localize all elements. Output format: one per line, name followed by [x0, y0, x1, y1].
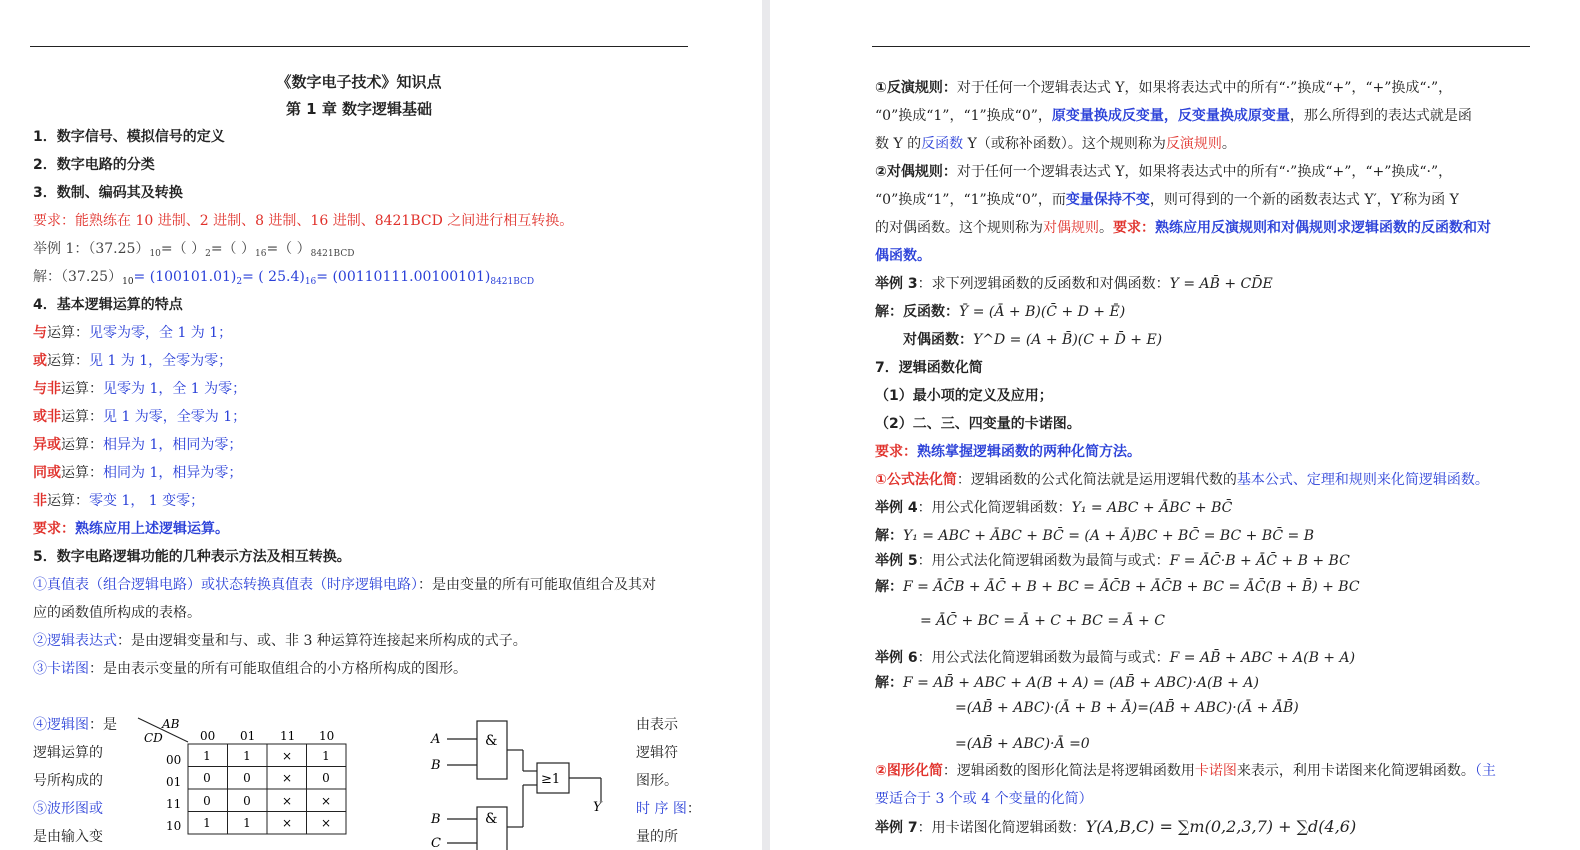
side-text: 时 序 图： — [636, 801, 701, 817]
sub: 16 — [304, 277, 317, 287]
sub: 8421BCD — [310, 249, 355, 259]
sub: 2 — [236, 277, 243, 287]
rep-logic-diagram-cont: 逻辑运算的 — [33, 745, 103, 761]
rep-waveform-cont: 是由输入变 — [33, 829, 103, 845]
karnaugh-map — [130, 712, 360, 842]
op-line: 与运算：见零为零，全 1 为 1； — [33, 325, 233, 341]
kmap-cell: 1 — [243, 816, 251, 830]
kmap-col-header: 10 — [319, 729, 335, 743]
section-heading: 5．数字电路逻辑功能的几种表示方法及相互转换。 — [33, 549, 351, 565]
logic-gate-diagram — [425, 715, 625, 850]
kmap-cell: × — [281, 816, 293, 830]
ans-bcd: = (00110111.00100101) — [316, 269, 491, 285]
rep-logic-diagram-cont: 号所构成的 — [33, 773, 103, 789]
answer-6-cont: =(AB̄ + ABC)·(Ā + B + Ā)=(AB̄ + ABC)·(Ā + ĀB̄) — [955, 700, 1299, 716]
header-rule — [30, 46, 688, 47]
kmap-ab-label: AB — [162, 717, 180, 731]
kmap-cell: 0 — [203, 794, 211, 808]
and-symbol: & — [485, 733, 498, 749]
kmap-col-header: 01 — [240, 729, 256, 743]
inversion-rule-cont: 数 Y 的反函数 Y（或称补函数）。这个规则称为反演规则。 — [875, 136, 1236, 152]
blank: =（ ） — [210, 241, 255, 257]
kmap-col-header: 11 — [280, 729, 296, 743]
side-text: 量的所 — [636, 829, 678, 845]
kmap-cell: × — [281, 771, 293, 785]
duality-rule-cont: “0”换成“1”，“1”换成“0”，而变量保持不变，则可得到的一个新的函数表达式 Y′，Y′称为函 Y — [875, 192, 1459, 208]
answer-6: 解：F = AB̄ + ABC + A(B + A) = (AB̄ + ABC)·A(B + A) — [875, 675, 1259, 691]
ex1-label: 举例 1：（37.25） — [33, 241, 150, 257]
doc-title: 《数字电子技术》知识点 — [276, 73, 442, 91]
blank: =（ ） — [266, 241, 311, 257]
kmap-cell: 0 — [203, 771, 211, 785]
and-gate-1 — [477, 721, 507, 779]
example-7: 举例 7：用卡诺图化简逻辑函数：Y(A,B,C) = ∑m(0,2,3,7) + ∑d(4,6) — [875, 817, 1357, 836]
input-label: B — [431, 758, 441, 773]
op-line: 或运算：见 1 为 1，全零为零； — [33, 353, 233, 369]
input-label: A — [431, 732, 441, 747]
kmap-cell: 0 — [322, 771, 330, 785]
and-symbol: & — [485, 811, 498, 827]
subsection-heading: （1）最小项的定义及应用； — [875, 388, 1053, 404]
rep-waveform: ⑤波形图或 — [33, 801, 103, 817]
section-heading: 3．数制、编码其及转换 — [33, 185, 183, 201]
answer-5: 解：F = ĀC̄B + ĀC̄ + B + BC = ĀC̄B + ĀC̄B + BC = ĀC̄(B + B̄) + BC — [875, 579, 1360, 595]
sub: 10 — [122, 277, 134, 287]
answer-5-cont: = ĀC̄ + BC = Ā + C + BC = Ā + C — [920, 613, 1165, 629]
example-3: 举例 3：求下列逻辑函数的反函数和对偶函数：Y = AB̄ + CD̄E — [875, 276, 1273, 292]
kmap-cell: 1 — [203, 816, 211, 830]
input-label: C — [431, 836, 441, 850]
example-5: 举例 5：用公式法化简逻辑函数为最简与或式：F = ĀC̄·B + ĀC̄ + B + BC — [875, 553, 1350, 569]
kmap-cell: × — [281, 794, 293, 808]
section-heading: 7．逻辑函数化简 — [875, 360, 983, 376]
requirement-text: 要求：熟练应用上述逻辑运算。 — [33, 521, 229, 537]
document-page-right — [770, 0, 1580, 850]
rep-expression: ②逻辑表达式：是由逻辑变量和与、或、非 3 种运算符连接起来所构成的式子。 — [33, 633, 527, 649]
kmap-row-header: 01 — [166, 775, 182, 789]
op-line: 同或运算：相同为 1，相异为零； — [33, 465, 243, 481]
ans-hex: = ( 25.4) — [242, 269, 305, 285]
section-heading: 1．数字信号、模拟信号的定义 — [33, 129, 225, 145]
ans-label: 解：（37.25） — [33, 269, 123, 285]
duality-rule: ②对偶规则：对于任何一个逻辑表达式 Y，如果将表达式中的所有“·”换成“+”，“+”换成“·”， — [875, 164, 1453, 180]
document-page-left — [0, 0, 762, 850]
side-text: 图形。 — [636, 773, 678, 789]
sub: 2 — [205, 249, 211, 259]
example-4: 举例 4：用公式化简逻辑函数：Y₁ = ABC + ĀBC + BC̄ — [875, 500, 1233, 516]
rep-truth-table-cont: 应的函数值所构成的表格。 — [33, 605, 201, 621]
op-line: 异或运算：相异为 1，相同为零； — [33, 437, 243, 453]
sub: 8421BCD — [490, 277, 535, 287]
kmap-row-header: 11 — [166, 797, 182, 811]
or-symbol: ≥1 — [541, 772, 561, 787]
side-text: 由表示 — [636, 717, 678, 733]
kmap-cell: × — [281, 749, 293, 763]
header-rule — [872, 46, 1530, 47]
kmap-cell: 1 — [203, 749, 211, 763]
chapter-title: 第 1 章 数字逻辑基础 — [285, 100, 433, 118]
formula-method: ①公式法化简：逻辑函数的公式化简法就是运用逻辑代数的基本公式、定理和规则来化简逻辑函数。 — [875, 472, 1489, 488]
answer-6-cont: =(AB̄ + ABC)·Ā =0 — [955, 736, 1090, 752]
kmap-row-header: 00 — [166, 753, 182, 767]
output-label: Y — [593, 800, 602, 815]
kmap-cell: × — [320, 816, 332, 830]
kmap-cell: × — [320, 794, 332, 808]
kmap-cd-label: CD — [144, 731, 163, 745]
op-line: 与非运算：见零为 1，全 1 为零； — [33, 381, 247, 397]
requirement-text: 要求：熟练掌握逻辑函数的两种化简方法。 — [875, 444, 1141, 460]
graphic-method: ②图形化简：逻辑函数的图形化简法是将逻辑函数用卡诺图来表示，利用卡诺图来化简逻辑函数。（主 — [875, 763, 1496, 779]
example-1-answer — [33, 267, 534, 292]
kmap-cell: 0 — [243, 771, 251, 785]
kmap-cell: 1 — [322, 749, 330, 763]
kmap-col-header: 00 — [200, 729, 216, 743]
rep-kmap: ③卡诺图：是由表示变量的所有可能取值组合的小方格所构成的图形。 — [33, 661, 467, 677]
subsection-heading: （2）二、三、四变量的卡诺图。 — [875, 416, 1081, 432]
ans-bin: = (100101.01) — [133, 269, 237, 285]
example-6: 举例 6：用公式法化简逻辑函数为最简与或式：F = AB̄ + ABC + A(B + A) — [875, 650, 1356, 666]
answer-3-dual: 对偶函数：Y^D = (A + B̄)(C + D̄ + E) — [903, 332, 1163, 348]
section-heading: 2．数字电路的分类 — [33, 157, 155, 173]
side-text: 逻辑符 — [636, 745, 678, 761]
input-label: B — [431, 812, 441, 827]
op-line: 或非运算：见 1 为零，全零为 1； — [33, 409, 247, 425]
blank: =（ ） — [160, 241, 206, 257]
inversion-rule-cont: “0”换成“1”，“1”换成“0”，原变量换成反变量，反变量换成原变量，那么所得到的表达式就是函 — [875, 108, 1472, 124]
graphic-method-cont: 要适合于 3 个或 4 个变量的化简） — [875, 791, 1093, 807]
duality-rule-cont: 的对偶函数。这个规则称为对偶规则。要求：熟练应用反演规则和对偶规则求逻辑函数的反函数和对 — [875, 220, 1491, 236]
section-heading: 4．基本逻辑运算的特点 — [33, 297, 183, 313]
duality-rule-cont: 偶函数。 — [875, 248, 931, 264]
sub: 16 — [255, 249, 267, 259]
kmap-cell: 1 — [243, 749, 251, 763]
rep-truth-table: ①真值表（组合逻辑电路）或状态转换真值表（时序逻辑电路）：是由变量的所有可能取值组合及其对 — [33, 577, 656, 593]
rep-logic-diagram: ④逻辑图：是 — [33, 717, 117, 733]
example-1-question — [33, 239, 354, 264]
answer-4: 解：Y₁ = ABC + ĀBC + BC̄ = (A + Ā)BC + BC̄ = BC + BC̄ = B — [875, 528, 1315, 544]
sub: 10 — [149, 249, 161, 259]
kmap-cell: 0 — [243, 794, 251, 808]
kmap-row-header: 10 — [166, 819, 182, 833]
inversion-rule: ①反演规则：对于任何一个逻辑表达式 Y，如果将表达式中的所有“·”换成“+”，“+”换成“·”， — [875, 80, 1453, 96]
requirement-text: 要求：能熟练在 10 进制、2 进制、8 进制、16 进制、8421BCD 之间进行相互转换。 — [33, 213, 574, 229]
op-line: 非运算：零变 1， 1 变零； — [33, 493, 205, 509]
answer-3-inverse: 解：反函数：Ȳ = (Ā + B)(C̄ + D + Ē) — [875, 304, 1126, 320]
